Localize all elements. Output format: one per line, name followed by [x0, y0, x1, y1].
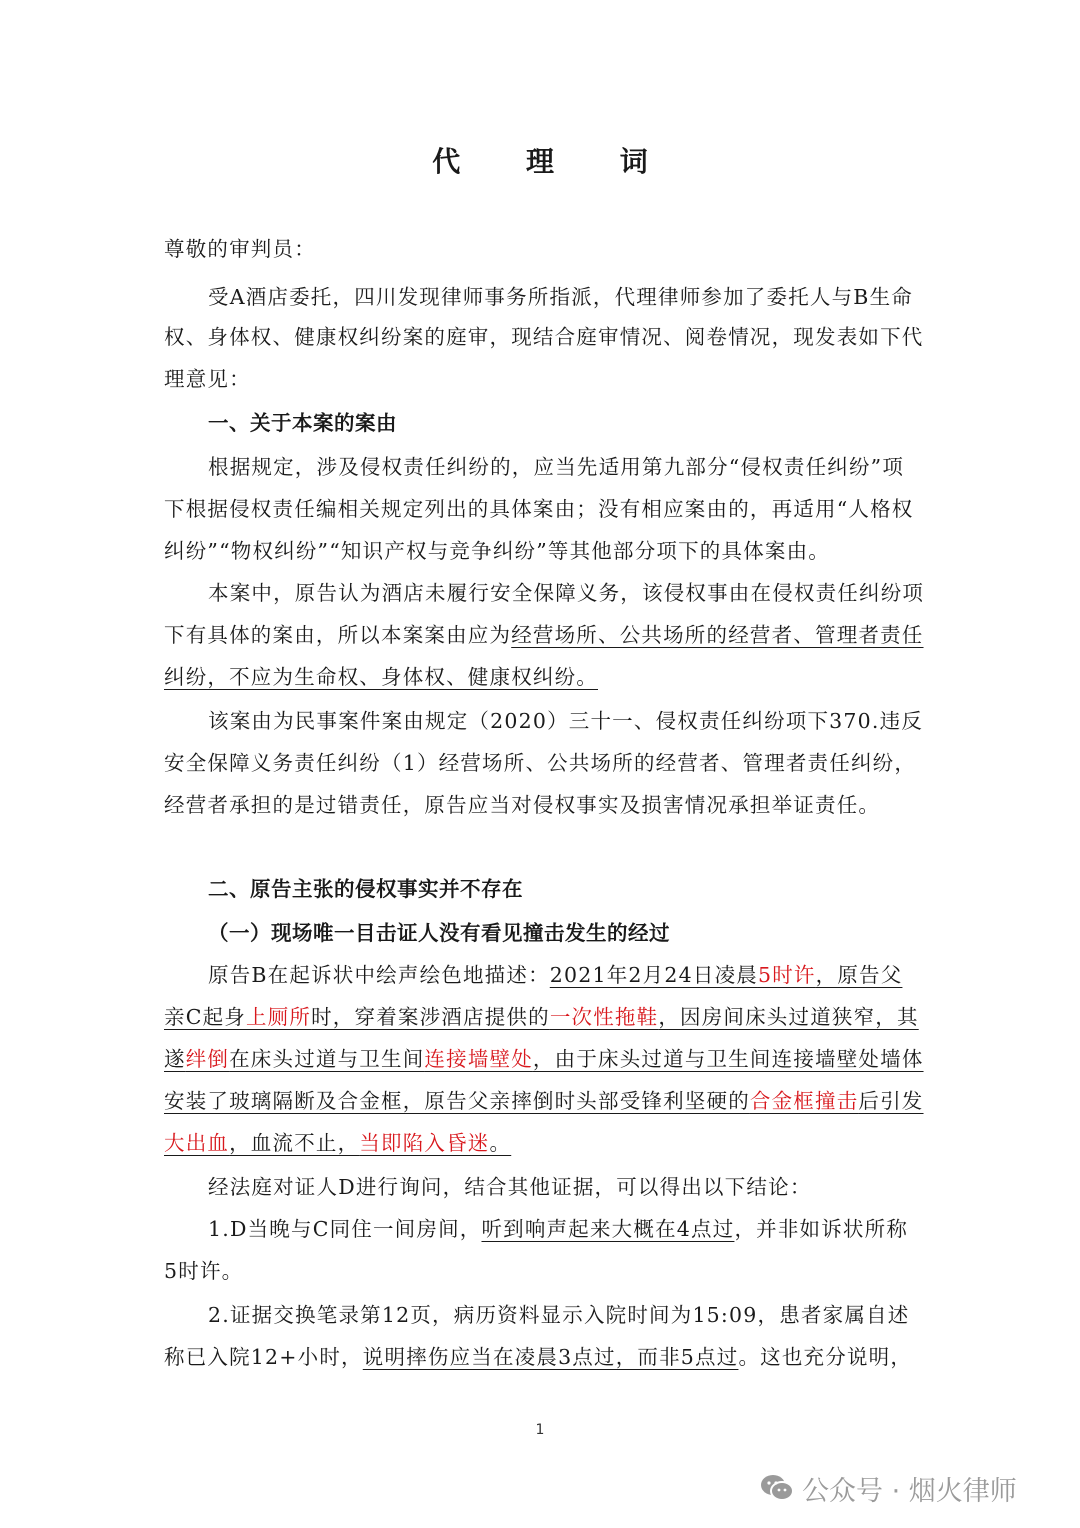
underlined-text — [164, 1089, 924, 1113]
text-run: 原告B在起诉状中绘声绘色地描述： — [208, 963, 550, 987]
section-2-heading: 二、原告主张的侵权事实并不存在 — [208, 877, 523, 901]
underlined-text: 说明摔伤应当在凌晨3点过，而非5点过 — [362, 1345, 739, 1369]
text-run: ，原告父 — [815, 963, 903, 987]
red-emphasis: 绊倒 — [185, 1047, 230, 1071]
underlined-text — [164, 1047, 924, 1071]
red-emphasis: 5时许 — [757, 963, 816, 987]
s1-p1-line-3: 纠纷”“物权纠纷”“知识产权与竞争纠纷”等其他部分项下的具体案由。 — [164, 539, 830, 563]
text-run: 。这也充分说明， — [738, 1345, 913, 1369]
s1-p2-line-1: 本案中，原告认为酒店未履行安全保障义务，该侵权事由在侵权责任纠纷项 — [208, 581, 925, 605]
s1-p2-line-2 — [164, 620, 924, 650]
text-run: 2021年2月24日凌晨 — [549, 963, 758, 987]
underlined-text — [164, 1005, 919, 1029]
wechat-icon — [760, 1473, 794, 1503]
text-run: 亲C起身 — [164, 1005, 246, 1029]
intro-line-2: 权、身体权、健康权纠纷案的庭审，现结合庭审情况、阅卷情况，现发表如下代 — [164, 325, 924, 349]
watermark-label: 公众号 · 烟火律师 — [802, 1475, 1017, 1507]
text-run: ，由于床头过道与卫生间连接墙壁处墙体 — [532, 1047, 924, 1071]
text-run: ，血流不止， — [229, 1131, 360, 1155]
underlined-text: 经营场所、公共场所的经营者、管理者责任 — [511, 623, 924, 647]
text-run: 。 — [489, 1131, 512, 1155]
red-emphasis: 上厕所 — [246, 1005, 312, 1029]
watermark — [760, 1470, 1017, 1506]
red-emphasis: 合金框撞击 — [749, 1089, 859, 1113]
text-run: 遂 — [164, 1047, 186, 1071]
underlined-text: 纠纷，不应为生命权、身体权、健康权纠纷。 — [164, 665, 598, 689]
text-run: ，因房间床头过道狭窄，其 — [658, 1005, 919, 1029]
text-run: ，并非如诉状所称 — [734, 1217, 909, 1241]
s2-p1-line-4 — [164, 1086, 924, 1116]
page-number: 1 — [535, 1422, 545, 1438]
s2-p1-line-3 — [164, 1044, 924, 1074]
text-run: 在床头过道与卫生间 — [229, 1047, 425, 1071]
s2-p1-line-5 — [164, 1128, 924, 1158]
underlined-text — [164, 1131, 511, 1155]
red-emphasis: 当即陷入昏迷 — [359, 1131, 490, 1155]
s1-p3-line-2: 安全保障义务责任纠纷（1）经营场所、公共场所的经营者、管理者责任纠纷， — [164, 751, 917, 775]
section-1-heading: 一、关于本案的案由 — [208, 411, 397, 435]
salutation: 尊敬的审判员： — [164, 237, 316, 261]
red-emphasis: 一次性拖鞋 — [549, 1005, 659, 1029]
s2-p3-line-1 — [208, 1214, 924, 1244]
s1-p1-line-1: 根据规定，涉及侵权责任纠纷的，应当先适用第九部分“侵权责任纠纷”项 — [208, 455, 905, 479]
s1-p2-line-3 — [164, 662, 924, 692]
s2-p1-line-1 — [208, 960, 924, 990]
s1-p1-line-2: 下根据侵权责任编相关规定列出的具体案由；没有相应案由的，再适用“人格权 — [164, 497, 914, 521]
s2-p4-line-2 — [164, 1342, 924, 1372]
underlined-text — [550, 963, 903, 987]
s1-p3-line-1: 该案由为民事案件案由规定（2020）三十一、侵权责任纠纷项下370.违反 — [208, 709, 924, 733]
s2-p1-line-2 — [164, 1002, 924, 1032]
text-run: 1.D当晚与C同住一间房间， — [208, 1217, 482, 1241]
red-emphasis: 连接墙壁处 — [424, 1047, 533, 1071]
s2-p2: 经法庭对证人D进行询问，结合其他证据，可以得出以下结论： — [208, 1175, 812, 1199]
intro-line-3: 理意见： — [164, 367, 251, 391]
underlined-text: 听到响声起来大概在4点过 — [481, 1217, 735, 1241]
text-run: 时，穿着案涉酒店提供的 — [311, 1005, 550, 1029]
intro-line-1: 受A酒店委托，四川发现律师事务所指派，代理律师参加了委托人与B生命 — [208, 285, 913, 309]
text-run: 后引发 — [858, 1089, 924, 1113]
red-emphasis: 大出血 — [164, 1131, 230, 1155]
s2-p3-line-2: 5时许。 — [164, 1259, 244, 1283]
section-2-subheading: （一）现场唯一目击证人没有看见撞击发生的经过 — [208, 921, 670, 945]
text-run: 称已入院12+小时， — [164, 1345, 363, 1369]
s2-p4-line-1: 2.证据交换笔录第12页，病历资料显示入院时间为15:09，患者家属自述 — [208, 1303, 910, 1327]
text-run: 下有具体的案由，所以本案案由应为 — [164, 623, 512, 647]
document-title: 代 理 词 — [432, 145, 676, 178]
text-run: 安装了玻璃隔断及合金框，原告父亲摔倒时头部受锋利坚硬的 — [164, 1089, 750, 1113]
s1-p3-line-3: 经营者承担的是过错责任，原告应当对侵权事实及损害情况承担举证责任。 — [164, 793, 881, 817]
